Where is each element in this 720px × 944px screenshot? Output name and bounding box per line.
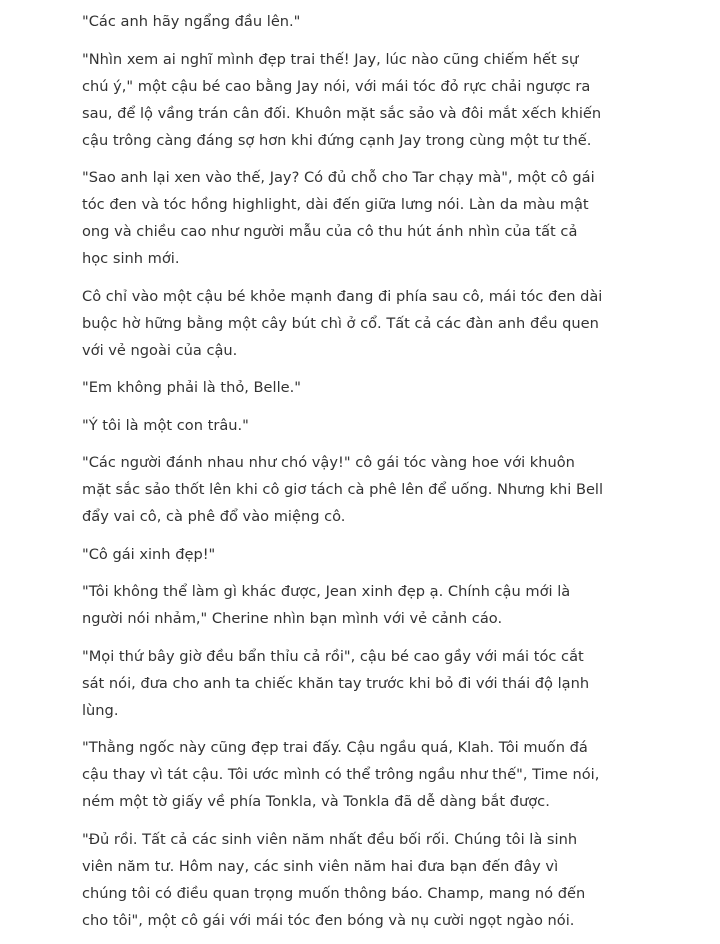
paragraph: "Tôi không thể làm gì khác được, Jean xinh đẹp ạ. Chính cậu mới là người nói nhảm," Cherine nhìn bạn mình với vẻ cảnh cáo. (82, 583, 571, 627)
paragraph: "Sao anh lại xen vào thế, Jay? Có đủ chỗ cho Tar chạy mà", một cô gái tóc đen và tóc hồng highlight, dài đến giữa lưng nói. Làn da màu mật ong và chiều cao như người mẫu của cô thu hút ánh nhìn của tất cả học sinh mới. (82, 169, 595, 267)
paragraph: "Em không phải là thỏ, Belle." (82, 379, 301, 396)
paragraph: "Các anh hãy ngẩng đầu lên." (82, 13, 301, 30)
paragraph: "Đủ rồi. Tất cả các sinh viên năm nhất đều bối rối. Chúng tôi là sinh viên năm tư. Hôm nay, các sinh viên năm hai đưa bạn đến đây vì chúng tôi có điều quan trọng muốn thông báo. Champ, mang nó đến cho tôi", một cô gái với mái tóc đen bóng và nụ cười ngọt ngào nói. (82, 830, 586, 929)
paragraph: "Thằng ngốc này cũng đẹp trai đấy. Cậu ngầu quá, Klah. Tôi muốn đá cậu thay vì tát cậu. Tôi ước mình có thể trông ngầu như thế", Time nói, ném một tờ giấy về phía Tonkla, và Tonkla đã dễ dàng bắt được. (82, 739, 600, 810)
paragraph: Cô chỉ vào một cậu bé khỏe mạnh đang đi phía sau cô, mái tóc đen dài buộc hờ hững bằng một cây bút chì ở cổ. Tất cả các đàn anh đều quen với vẻ ngoài của cậu. (82, 287, 603, 359)
article-body (82, 8, 604, 944)
paragraph: "Nhìn xem ai nghĩ mình đẹp trai thế! Jay, lúc nào cũng chiếm hết sự chú ý," một cậu bé cao bằng Jay nói, với mái tóc đỏ rực chải ngược ra sau, để lộ vầng trán cân đối. Khuôn mặt sắc sảo và đôi mắt xếch khiến cậu trông càng đáng sợ hơn khi đứng cạnh Jay trong cùng một tư thế. (82, 50, 602, 149)
paragraph: "Mọi thứ bây giờ đều bẩn thỉu cả rồi", cậu bé cao gầy với mái tóc cắt sát nói, đưa cho anh ta chiếc khăn tay trước khi bỏ đi với thái độ lạnh lùng. (82, 647, 590, 719)
paragraph: "Cô gái xinh đẹp!" (82, 545, 216, 563)
paragraph: "Các người đánh nhau như chó vậy!" cô gái tóc vàng hoe với khuôn mặt sắc sảo thốt lên khi cô giơ tách cà phê lên để uống. Nhưng khi Bell đẩy vai cô, cà phê đổ vào miệng cô. (82, 454, 604, 525)
paragraph: "Ý tôi là một con trâu." (82, 416, 249, 434)
